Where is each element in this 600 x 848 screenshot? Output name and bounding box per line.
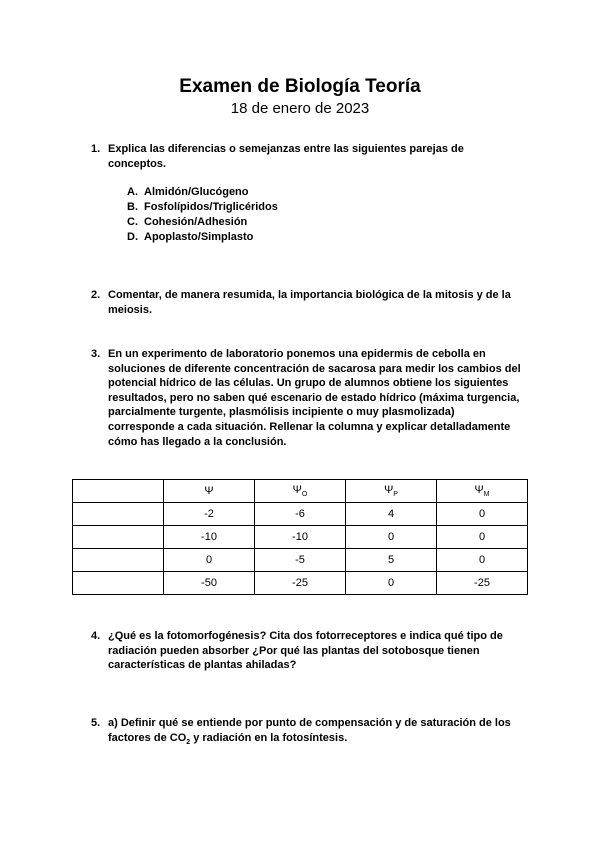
table-cell: -25 xyxy=(437,572,528,595)
table-cell-empty[interactable] xyxy=(73,526,164,549)
table-cell: -10 xyxy=(255,526,346,549)
table-header-row xyxy=(73,480,528,503)
table-cell: 0 xyxy=(437,549,528,572)
table-cell: -5 xyxy=(255,549,346,572)
question-number: 4. xyxy=(91,630,101,642)
exam-date: 18 de enero de 2023 xyxy=(230,100,370,117)
water-potential-table xyxy=(72,479,528,595)
question-number: 5. xyxy=(91,717,101,729)
table-cell: 0 xyxy=(346,526,437,549)
table-cell-empty[interactable] xyxy=(73,549,164,572)
question-text: ¿Qué es la fotomorfogénesis? Cita dos fotorreceptores e indica qué tipo de radiación pueden absorber ¿Por qué las plantas del sotobosque tienen características de plantas ahiladas? xyxy=(108,630,503,672)
table-cell: -50 xyxy=(164,572,255,595)
question-text: a) Definir qué se entiende por punto de compensación y de saturación de los factores de $CO_2$ y radiación en la fotosíntesis. xyxy=(108,717,511,746)
question-4 xyxy=(91,629,521,673)
question-5 xyxy=(91,716,521,750)
header-psi: Ψ xyxy=(164,480,255,503)
question-3 xyxy=(91,347,521,449)
table-cell: -2 xyxy=(164,503,255,526)
table-cell: -6 xyxy=(255,503,346,526)
table-row xyxy=(73,572,528,595)
table-row xyxy=(73,526,528,549)
question-1 xyxy=(91,142,521,171)
question-text: Explica las diferencias o semejanzas entre las siguientes parejas de conceptos. xyxy=(108,143,464,170)
question-number: 3. xyxy=(91,348,101,360)
table-row xyxy=(73,503,528,526)
table-cell: 0 xyxy=(164,549,255,572)
table-cell: 5 xyxy=(346,549,437,572)
table-cell-empty[interactable] xyxy=(73,503,164,526)
table-cell: 4 xyxy=(346,503,437,526)
question-text: En un experimento de laboratorio ponemos una epidermis de cebolla en soluciones de diferente concentración de sacarosa para medir los cambios del potencial hídrico de las células. Un grupo de alumnos obtiene los siguientes resultados, pero no saben qué escenario de estado hídrico (máxima turgencia, parcialmente turgente, plasmólisis incipiente o muy plasmolizada) corresponde a cada situación. Rellenar la columna y explicar detalladamente cómo has llegado a la conclusión. xyxy=(108,348,521,448)
question-number: 2. xyxy=(91,289,101,301)
list-item: B. Fosfolípidos/Triglicéridos xyxy=(127,201,278,213)
table-cell-empty[interactable] xyxy=(73,572,164,595)
question-1-items xyxy=(127,185,278,245)
header-psi-p: $\Psi_P$ xyxy=(346,480,437,503)
exam-title: Examen de Biología Teoría xyxy=(179,76,421,97)
question-2 xyxy=(91,288,521,317)
header-psi-m: $\Psi_M$ xyxy=(437,480,528,503)
table-cell-empty[interactable] xyxy=(73,480,164,503)
list-item: A. Almidón/Glucógeno xyxy=(127,186,249,198)
table-cell: -10 xyxy=(164,526,255,549)
table-cell: -25 xyxy=(255,572,346,595)
question-number: 1. xyxy=(91,143,101,155)
question-text: Comentar, de manera resumida, la importancia biológica de la mitosis y de la meiosis. xyxy=(108,289,511,316)
table-row xyxy=(73,549,528,572)
list-item: C. Cohesión/Adhesión xyxy=(127,216,248,228)
table-cell: 0 xyxy=(346,572,437,595)
list-item: D. Apoplasto/Simplasto xyxy=(127,231,254,243)
table-cell: 0 xyxy=(437,503,528,526)
header-psi-o: $\Psi_O$ xyxy=(255,480,346,503)
table-cell: 0 xyxy=(437,526,528,549)
